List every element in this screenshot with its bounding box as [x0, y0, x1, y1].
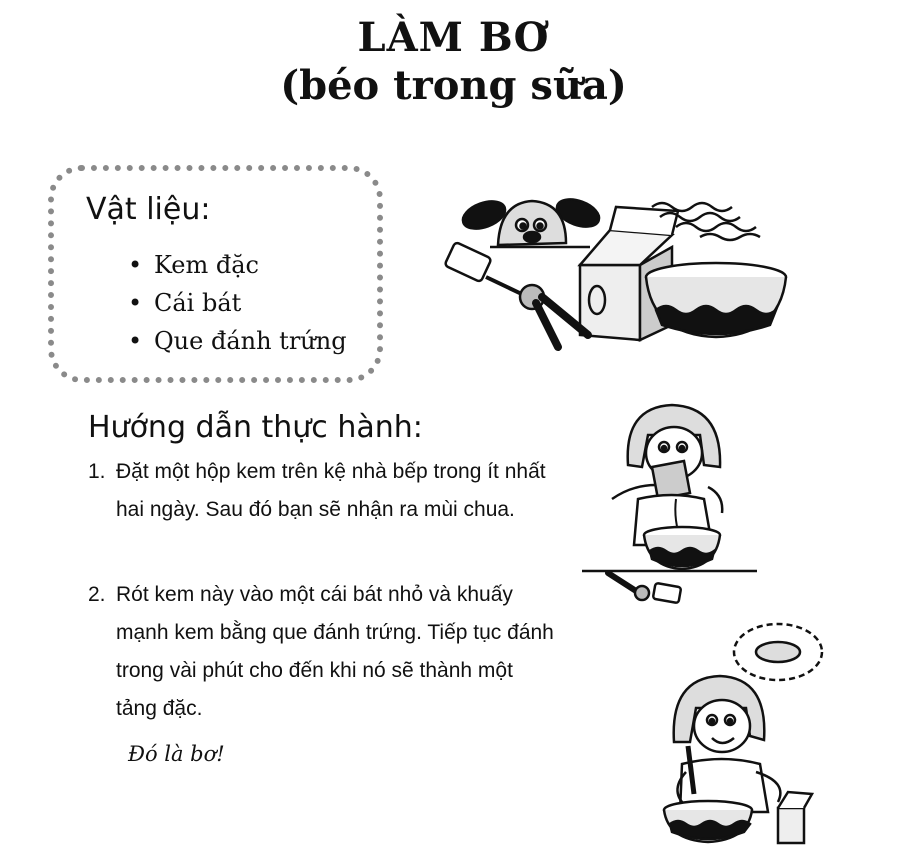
list-item: • Cái bát: [128, 284, 347, 322]
step-number: 1.: [88, 460, 106, 483]
page-subtitle: (béo trong sữa): [280, 62, 627, 109]
ending-note: Đó là bơ!: [128, 742, 225, 766]
step-number: 2.: [88, 583, 106, 606]
instructions-heading: Hướng dẫn thực hành:: [88, 410, 423, 445]
list-item: • Que đánh trứng: [128, 322, 347, 360]
dog-carton-bowl-beater-illustration: [440, 185, 800, 360]
list-item: • Kem đặc: [128, 246, 347, 284]
step-2: [88, 576, 558, 728]
step-1: [88, 453, 558, 529]
step-text: Đặt một hộp kem trên kệ nhà bếp trong ít nhất hai ngày. Sau đó bạn sẽ nhận ra mùi chua.: [116, 460, 546, 521]
materials-heading: Vật liệu:: [86, 192, 211, 227]
materials-list: [128, 246, 347, 360]
girl-whisking-butter-illustration: [628, 622, 828, 845]
page-title: LÀM BƠ: [357, 14, 550, 61]
girl-pouring-cream-illustration: [572, 395, 762, 605]
step-text: Rót kem này vào một cái bát nhỏ và khuấy mạnh kem bằng que đánh trứng. Tiếp tục đánh trong vài phút cho đến khi nó sẽ thành một tảng đặc.: [116, 583, 554, 720]
